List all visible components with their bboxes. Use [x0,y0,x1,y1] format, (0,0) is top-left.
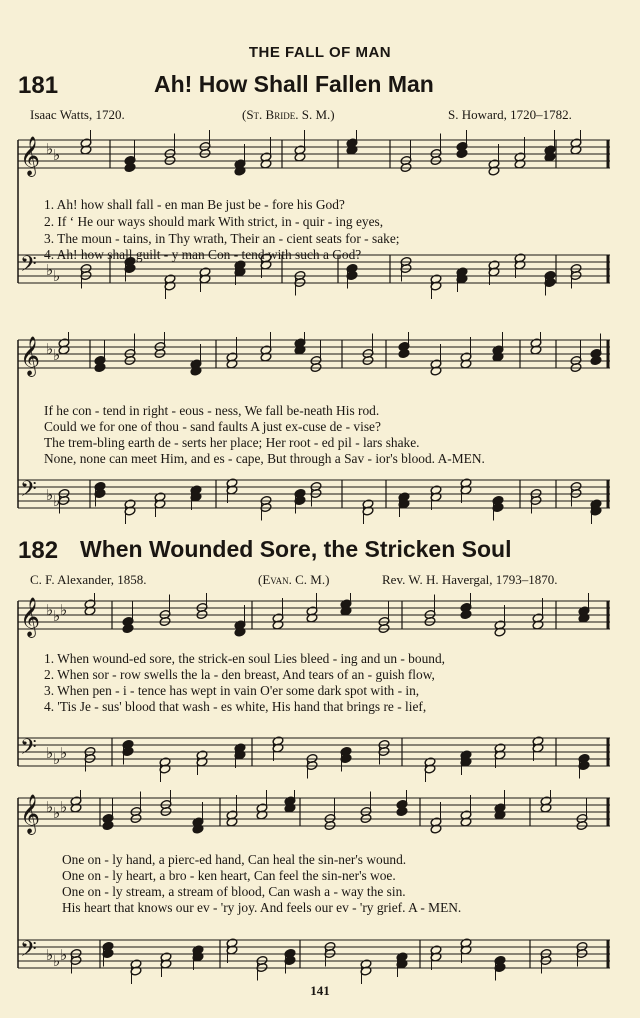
bass-clef-icon: 𝄢 [20,735,37,765]
bass-clef-icon: 𝄢 [20,937,37,967]
flat-icon: ♭ [53,492,61,510]
bass-clef-icon: 𝄢 [20,252,37,282]
flat-icon: ♭ [60,798,68,816]
music-system [0,130,640,330]
treble-clef-icon: 𝄞 [20,336,41,376]
flat-icon: ♭ [60,744,68,762]
treble-staff [18,790,610,835]
treble-staff [18,130,610,177]
lyric-line: One on - ly hand, a pierc-ed hand, Can heal the sin-ner's wound. [62,852,407,867]
hymn-number: 181 [18,72,59,99]
page-number: 141 [310,983,330,998]
bass-staff [18,477,610,524]
lyric-line: 4. Ah! how shall guilt - y man Con - tend with such a God? [44,247,362,262]
lyric-line: None, none can meet Him, and es - cape, But through a Sav - ior's blood. A-MEN. [44,451,485,466]
treble-clef-icon: 𝄞 [20,794,41,834]
lyric-line: One on - ly heart, a bro - ken heart, Can feel the sin-ner's woe. [62,868,396,883]
lyric-line: One on - ly stream, a stream of blood, Can wash a - way the sin. [62,884,406,899]
bass-clef-icon: 𝄢 [20,477,37,507]
hymn-composer: Rev. W. H. Havergal, 1793–1870. [382,572,558,587]
treble-clef-icon: 𝄞 [20,597,41,637]
flat-icon: ♭ [46,946,54,964]
flat-icon: ♭ [53,952,61,970]
lyric-line: 2. When sor - row swells the la - den breast, And tears of an - guish flow, [44,667,435,682]
flat-icon: ♭ [46,744,54,762]
flat-icon: ♭ [53,146,61,164]
treble-staff [18,593,610,638]
flat-icon: ♭ [53,607,61,625]
flat-icon: ♭ [53,346,61,364]
hymn-title: When Wounded Sore, the Stricken Soul [80,536,512,562]
flat-icon: ♭ [60,601,68,619]
flat-icon: ♭ [46,486,54,504]
flat-icon: ♭ [53,804,61,822]
hymn-number: 182 [18,537,59,564]
flat-icon: ♭ [46,261,54,279]
flat-icon: ♭ [46,798,54,816]
hymn-author: Isaac Watts, 1720. [30,107,125,122]
lyric-line: 2. If ‘ He our ways should mark With strict, in - quir - ing eyes, [44,214,384,229]
lyric-line: 3. The moun - tains, in Thy wrath, Their an - cient seats for - sake; [44,231,400,246]
hymn-author: C. F. Alexander, 1858. [30,572,147,587]
flat-icon: ♭ [53,267,61,285]
lyric-line: Could we for one of thou - sand faults A just ex-cuse de - vise? [44,419,381,434]
treble-clef-icon: 𝄞 [20,136,41,176]
hymn-tune: (St. Bride. S. M.) [242,107,335,122]
lyric-line: His heart that knows our ev - 'ry joy. And feels our ev - 'ry grief. A - MEN. [62,900,462,915]
lyric-line: If he con - tend in right - eous - ness, We fall be-neath His rod. [44,403,380,418]
lyric-line: 1. Ah! how shall fall - en man Be just be - fore his God? [44,197,345,212]
flat-icon: ♭ [46,601,54,619]
flat-icon: ♭ [46,140,54,158]
flat-icon: ♭ [53,750,61,768]
bass-staff [18,735,610,782]
lyric-line: 4. 'Tis Je - sus' blood that wash - es white, His hand that brings re - lief, [44,699,427,714]
lyric-line: The trem-bling earth de - serts her place; Her root - ed pil - lars shake. [44,435,420,450]
hymn-composer: S. Howard, 1720–1782. [448,107,572,122]
treble-staff [18,332,610,377]
hymn-title: Ah! How Shall Fallen Man [154,71,434,97]
flat-icon: ♭ [60,946,68,964]
flat-icon: ♭ [46,340,54,358]
hymn-tune: (Evan. C. M.) [258,572,330,587]
section-title: THE FALL OF MAN [248,44,392,61]
lyric-line: 1. When wound-ed sore, the strick-en soul Lies bleed - ing and un - bound, [44,651,446,666]
bass-staff [18,937,610,984]
lyric-line: 3. When pen - i - tence has wept in vain O'er some dark spot with - in, [44,683,420,698]
